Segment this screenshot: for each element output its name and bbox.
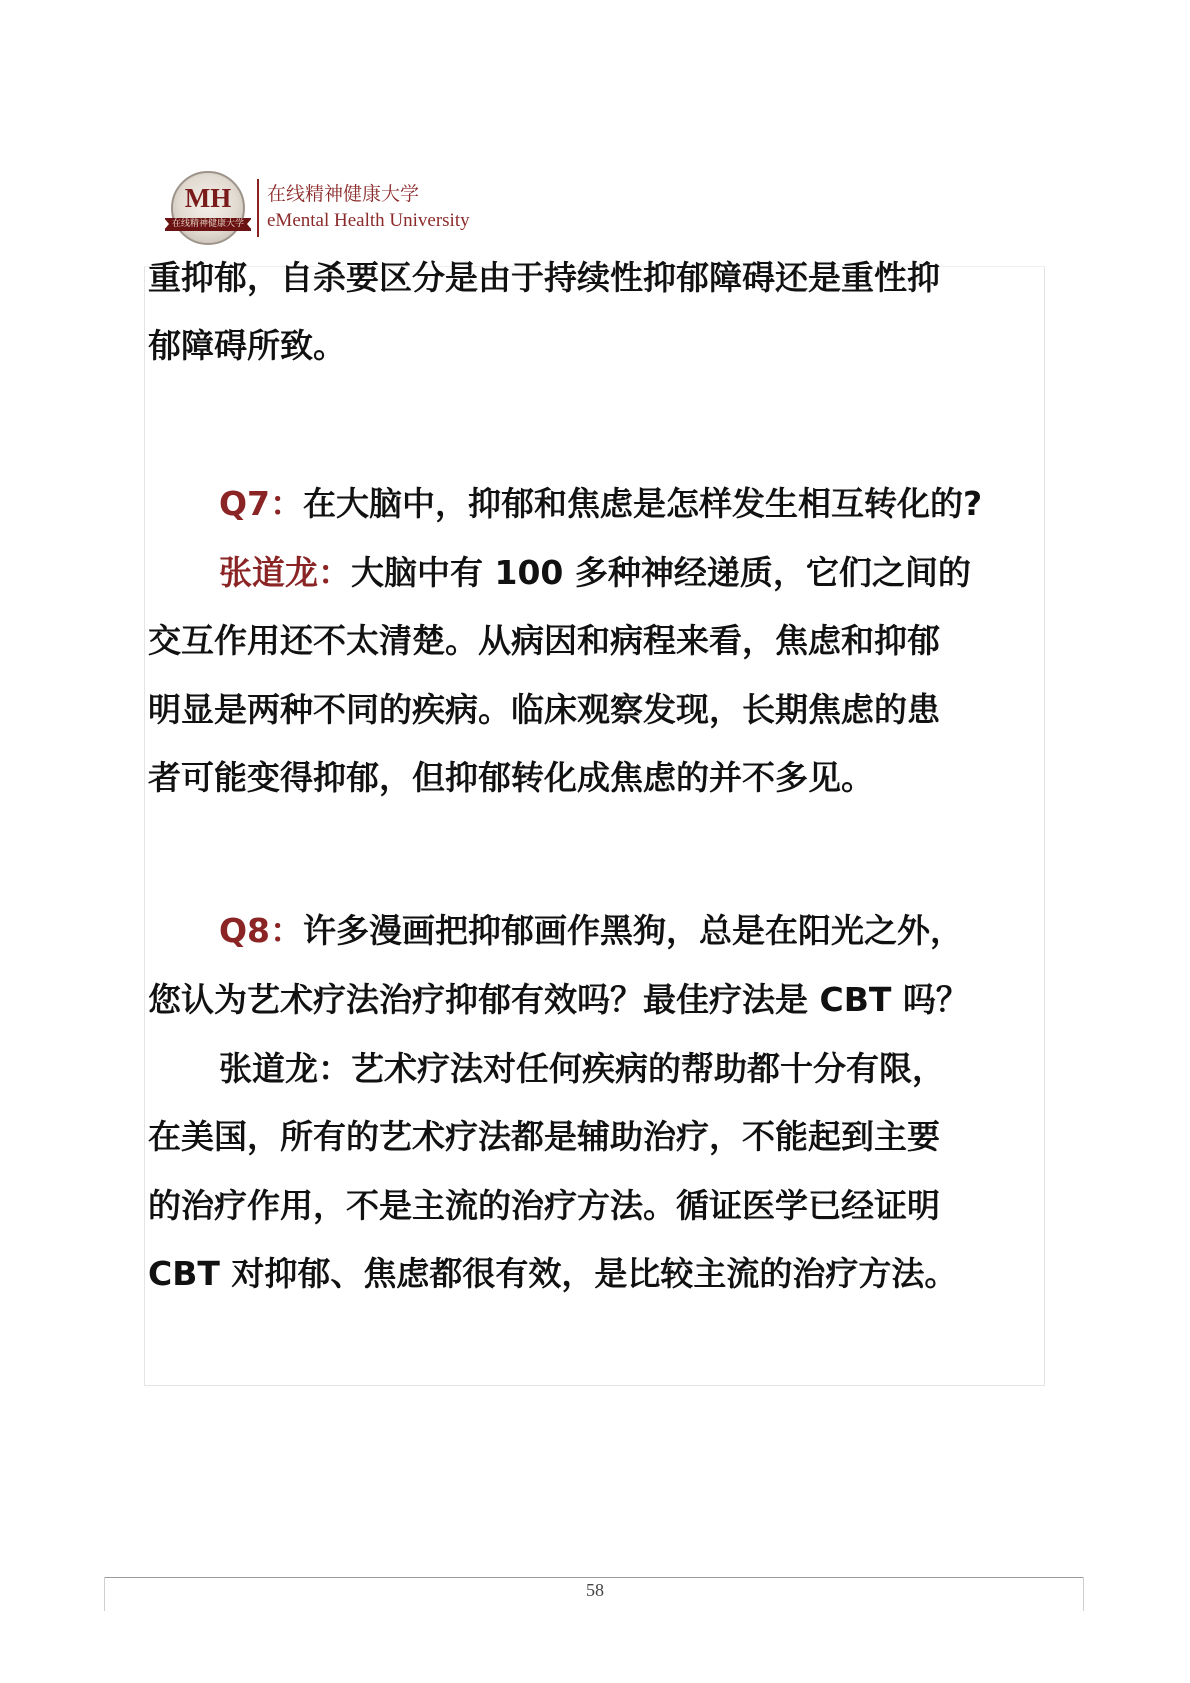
paragraph-line: 重抑郁，自杀要区分是由于持续性抑郁障碍还是重性抑 [148, 258, 940, 297]
answer-line: 的治疗作用，不是主流的治疗方法。循证医学已经证明 [148, 1186, 940, 1225]
question-q8 [219, 911, 963, 951]
page-number: 58 [586, 1580, 604, 1600]
question-line: 您认为艺术疗法治疗抑郁有效吗？最佳疗法是 CBT 吗？ [148, 980, 969, 1019]
answer-line: CBT 对抑郁、焦虑都很有效，是比较主流的治疗方法。 [148, 1254, 958, 1293]
answer-line: 交互作用还不太清楚。从病因和病程来看，焦虑和抑郁 [148, 621, 940, 660]
logo-ribbon: 在线精神健康大学 [165, 218, 251, 231]
answer-line: 明显是两种不同的疾病。临床观察发现，长期焦虑的患 [148, 690, 940, 729]
header-divider [257, 179, 259, 237]
question-label: Q7： [219, 484, 304, 523]
answer-line: 张道龙：艺术疗法对任何疾病的帮助都十分有限， [219, 1049, 945, 1088]
header-logo [171, 172, 470, 244]
question-label: Q8： [219, 911, 304, 950]
logo-initials: MH [184, 183, 232, 213]
answer-line: 者可能变得抑郁，但抑郁转化成焦虑的并不多见。 [148, 758, 874, 797]
org-name-cn: 在线精神健康大学 [267, 184, 420, 205]
org-name-en: eMental Health University [267, 210, 470, 231]
footer-rule [104, 1577, 1084, 1578]
paragraph-line: 郁障碍所致。 [148, 326, 346, 365]
answer-label: 张道龙： [219, 553, 351, 592]
question-text: 许多漫画把抑郁画作黑狗，总是在阳光之外， [303, 911, 964, 950]
university-seal-logo [171, 171, 245, 245]
org-names [267, 182, 470, 234]
answer-line [219, 553, 971, 593]
answer-text: 大脑中有 100 多种神经递质，它们之间的 [351, 553, 971, 592]
question-text: 在大脑中，抑郁和焦虑是怎样发生相互转化的? [303, 484, 983, 523]
answer-line: 在美国，所有的艺术疗法都是辅助治疗，不能起到主要 [148, 1117, 940, 1156]
question-q7 [219, 484, 982, 524]
